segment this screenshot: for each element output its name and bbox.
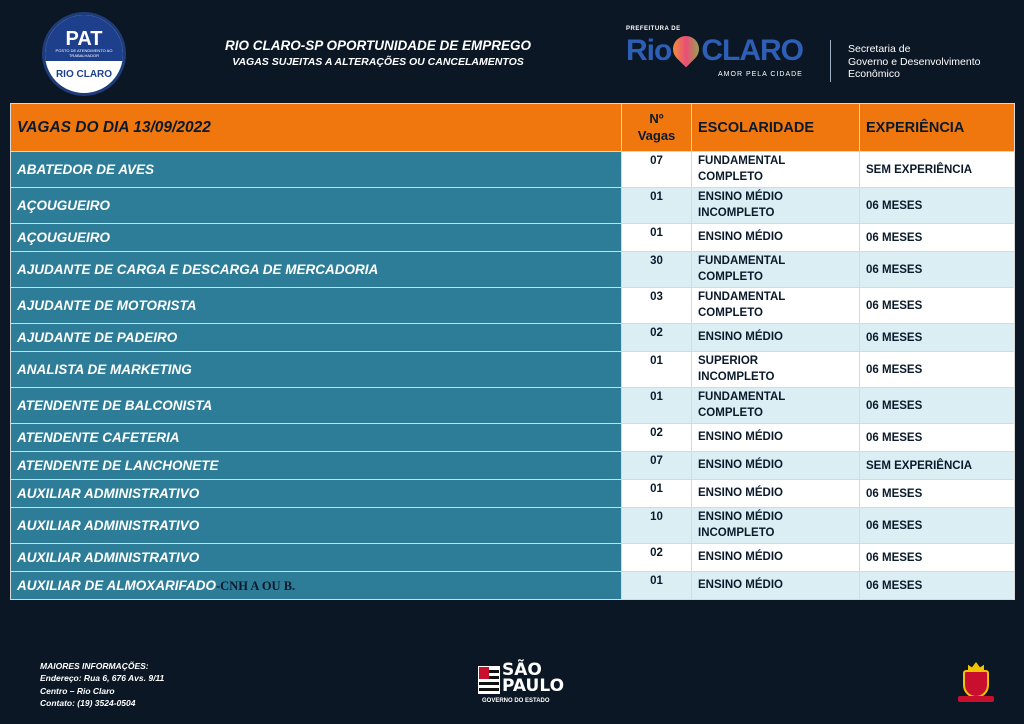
- vagas-cell: 02: [622, 424, 692, 452]
- table-row: [11, 224, 1015, 252]
- escolaridade-line2: COMPLETO: [698, 306, 763, 319]
- sp-logo-line2: PAULO: [502, 676, 565, 697]
- experiencia-cell: SEM EXPERIÊNCIA: [860, 452, 1015, 480]
- column-header-vagas: [622, 104, 692, 152]
- shield-shape: [963, 670, 989, 698]
- escolaridade-line1: ENSINO MÉDIO: [698, 550, 783, 563]
- cargo-name: AUXILIAR ADMINISTRATIVO: [17, 485, 200, 501]
- experiencia-cell: 06 MESES: [860, 508, 1015, 544]
- sao-paulo-government-logo: [478, 660, 565, 708]
- sp-logo-text: [502, 660, 565, 697]
- table-row: [11, 188, 1015, 224]
- pat-logo-brand: RIO CLARO: [55, 69, 113, 80]
- table-row: [11, 252, 1015, 288]
- cargo-cell: [11, 288, 622, 324]
- sp-logo-gov: GOVERNO DO ESTADO: [482, 698, 550, 704]
- cargo-cell: [11, 452, 622, 480]
- sp-flag-icon: [478, 666, 500, 694]
- experiencia-cell: 06 MESES: [860, 288, 1015, 324]
- experiencia-cell: 06 MESES: [860, 544, 1015, 572]
- escolaridade-line1: ENSINO MÉDIO: [698, 486, 783, 499]
- cargo-cell: [11, 224, 622, 252]
- escolaridade-line1: SUPERIOR: [698, 354, 759, 367]
- experiencia-cell: 06 MESES: [860, 572, 1015, 600]
- vagas-cell: 01: [622, 224, 692, 252]
- header-text: [218, 38, 538, 68]
- cargo-cell: [11, 352, 622, 388]
- footer-address: Endereço: Rua 6, 676 Avs. 9/11: [40, 673, 165, 684]
- rio-claro-prefeitura-label: PREFEITURA DE: [626, 26, 681, 32]
- cargo-name: AJUDANTE DE MOTORISTA: [17, 297, 197, 313]
- escolaridade-cell: [692, 508, 860, 544]
- experiencia-cell: 06 MESES: [860, 388, 1015, 424]
- rio-claro-tagline: AMOR PELA CIDADE: [718, 71, 803, 78]
- experiencia-cell: 06 MESES: [860, 188, 1015, 224]
- table-row: [11, 424, 1015, 452]
- cargo-cell: [11, 152, 622, 188]
- cargo-name: AJUDANTE DE PADEIRO: [17, 329, 178, 345]
- cargo-cell: [11, 424, 622, 452]
- footer-district: Centro – Rio Claro: [40, 685, 115, 696]
- secretaria-label: [848, 43, 981, 81]
- escolaridade-line2: COMPLETO: [698, 406, 763, 419]
- escolaridade-line2: INCOMPLETO: [698, 370, 775, 383]
- escolaridade-cell: [692, 224, 860, 252]
- cargo-name: AJUDANTE DE CARGA E DESCARGA DE MERCADORIA: [17, 261, 379, 277]
- escolaridade-cell: [692, 188, 860, 224]
- table-row: [11, 388, 1015, 424]
- escolaridade-cell: [692, 544, 860, 572]
- vagas-cell: 01: [622, 480, 692, 508]
- cargo-name: ABATEDOR DE AVES: [17, 161, 155, 177]
- escolaridade-cell: [692, 352, 860, 388]
- vagas-cell: 03: [622, 288, 692, 324]
- experiencia-cell: 06 MESES: [860, 352, 1015, 388]
- pat-logo-top: [45, 15, 123, 61]
- escolaridade-cell: [692, 252, 860, 288]
- escolaridade-cell: [692, 452, 860, 480]
- cargo-name: AÇOUGUEIRO: [17, 229, 111, 245]
- cargo-cell: [11, 252, 622, 288]
- cargo-name: ATENDENTE CAFETERIA: [17, 429, 180, 445]
- page-subtitle: VAGAS SUJEITAS A ALTERAÇÕES OU CANCELAMENTOS: [232, 56, 524, 68]
- rio-claro-name: [626, 36, 803, 66]
- escolaridade-line2: INCOMPLETO: [698, 206, 775, 219]
- escolaridade-cell: [692, 480, 860, 508]
- table-row: [11, 352, 1015, 388]
- escolaridade-line2: COMPLETO: [698, 270, 763, 283]
- table-row: [11, 324, 1015, 352]
- pat-logo-subtitle: POSTO DE ATENDIMENTO AO TRABALHADOR: [55, 48, 113, 58]
- cargo-name: AÇOUGUEIRO: [17, 197, 111, 213]
- table-row: [11, 288, 1015, 324]
- escolaridade-cell: [692, 324, 860, 352]
- map-pin-icon: [668, 31, 705, 68]
- coat-of-arms-icon: [958, 662, 994, 704]
- escolaridade-line2: INCOMPLETO: [698, 526, 775, 539]
- cargo-cell: [11, 544, 622, 572]
- footer-heading: MAIORES INFORMAÇÕES:: [40, 661, 149, 671]
- table-row: [11, 452, 1015, 480]
- experiencia-cell: 06 MESES: [860, 324, 1015, 352]
- secretaria-line2: Governo e Desenvolvimento: [848, 55, 981, 68]
- experiencia-cell: 06 MESES: [860, 424, 1015, 452]
- escolaridade-line2: COMPLETO: [698, 170, 763, 183]
- column-header-escolaridade: ESCOLARIDADE: [692, 104, 860, 152]
- escolaridade-cell: [692, 388, 860, 424]
- footer-contact-info: [40, 660, 164, 709]
- escolaridade-line1: FUNDAMENTAL: [698, 254, 786, 267]
- jobs-table: [10, 103, 1015, 600]
- vagas-cell: 02: [622, 544, 692, 572]
- secretaria-line3: Econômico: [848, 68, 900, 81]
- escolaridade-line1: ENSINO MÉDIO: [698, 430, 783, 443]
- escolaridade-line1: ENSINO MÉDIO: [698, 458, 783, 471]
- page-title: RIO CLARO-SP OPORTUNIDADE DE EMPREGO: [224, 38, 532, 53]
- table-row: [11, 152, 1015, 188]
- cargo-cell: [11, 508, 622, 544]
- vagas-cell: 01: [622, 352, 692, 388]
- vagas-cell: 01: [622, 572, 692, 600]
- experiencia-cell: SEM EXPERIÊNCIA: [860, 152, 1015, 188]
- cargo-name: ATENDENTE DE BALCONISTA: [17, 397, 213, 413]
- column-header-vagas-line1: Nº: [649, 110, 664, 126]
- footer-phone: Contato: (19) 3524-0504: [40, 697, 136, 708]
- cargo-name: ANALISTA DE MARKETING: [17, 361, 192, 377]
- column-header-vagas-line2: Vagas: [637, 127, 676, 143]
- cargo-cell: [11, 480, 622, 508]
- vagas-cell: 10: [622, 508, 692, 544]
- escolaridade-cell: [692, 288, 860, 324]
- header-divider: [830, 40, 831, 82]
- experiencia-cell: 06 MESES: [860, 480, 1015, 508]
- secretaria-line1: Secretaria de: [848, 43, 911, 55]
- cargo-cell: [11, 188, 622, 224]
- vagas-cell: 07: [622, 152, 692, 188]
- cargo-name: AUXILIAR DE ALMOXARIFADO: [17, 577, 216, 593]
- escolaridade-line1: ENSINO MÉDIO: [698, 578, 783, 591]
- escolaridade-line1: ENSINO MÉDIO: [698, 230, 783, 243]
- table-row: [11, 572, 1015, 600]
- escolaridade-line1: ENSINO MÉDIO: [698, 190, 783, 203]
- experiencia-cell: 06 MESES: [860, 224, 1015, 252]
- cargo-name: ATENDENTE DE LANCHONETE: [17, 457, 219, 473]
- vagas-cell: 07: [622, 452, 692, 480]
- cargo-name: AUXILIAR ADMINISTRATIVO: [17, 517, 200, 533]
- cargo-cell: [11, 572, 622, 600]
- escolaridade-cell: [692, 152, 860, 188]
- vagas-cell: 01: [622, 188, 692, 224]
- cargo-cell: [11, 324, 622, 352]
- rio-claro-name-left: Rio: [626, 34, 672, 67]
- table-row: [11, 480, 1015, 508]
- column-header-experiencia: EXPERIÊNCIA: [860, 104, 1015, 152]
- escolaridade-line1: FUNDAMENTAL: [698, 154, 786, 167]
- vagas-cell: 02: [622, 324, 692, 352]
- table-body: [11, 152, 1015, 600]
- pat-logo-word: PAT: [65, 28, 103, 51]
- ribbon-shape: [958, 696, 994, 702]
- table-row: [11, 508, 1015, 544]
- experiencia-cell: 06 MESES: [860, 252, 1015, 288]
- table-header-row: [11, 104, 1015, 152]
- escolaridade-cell: [692, 572, 860, 600]
- table-row: [11, 544, 1015, 572]
- escolaridade-line1: ENSINO MÉDIO: [698, 510, 783, 523]
- table-title: VAGAS DO DIA 13/09/2022: [11, 104, 622, 152]
- cargo-cell: [11, 388, 622, 424]
- cargo-extra: -CNH A OU B.: [216, 578, 296, 593]
- rio-claro-logo: [626, 26, 816, 82]
- escolaridade-line1: ENSINO MÉDIO: [698, 330, 783, 343]
- vagas-cell: 30: [622, 252, 692, 288]
- vagas-cell: 01: [622, 388, 692, 424]
- escolaridade-line1: FUNDAMENTAL: [698, 390, 786, 403]
- escolaridade-cell: [692, 424, 860, 452]
- pat-logo: [42, 12, 126, 96]
- cargo-name: AUXILIAR ADMINISTRATIVO: [17, 549, 200, 565]
- rio-claro-name-right: CLARO: [701, 34, 803, 67]
- sp-logo-line1: SÃO: [502, 660, 542, 680]
- escolaridade-line1: FUNDAMENTAL: [698, 290, 786, 303]
